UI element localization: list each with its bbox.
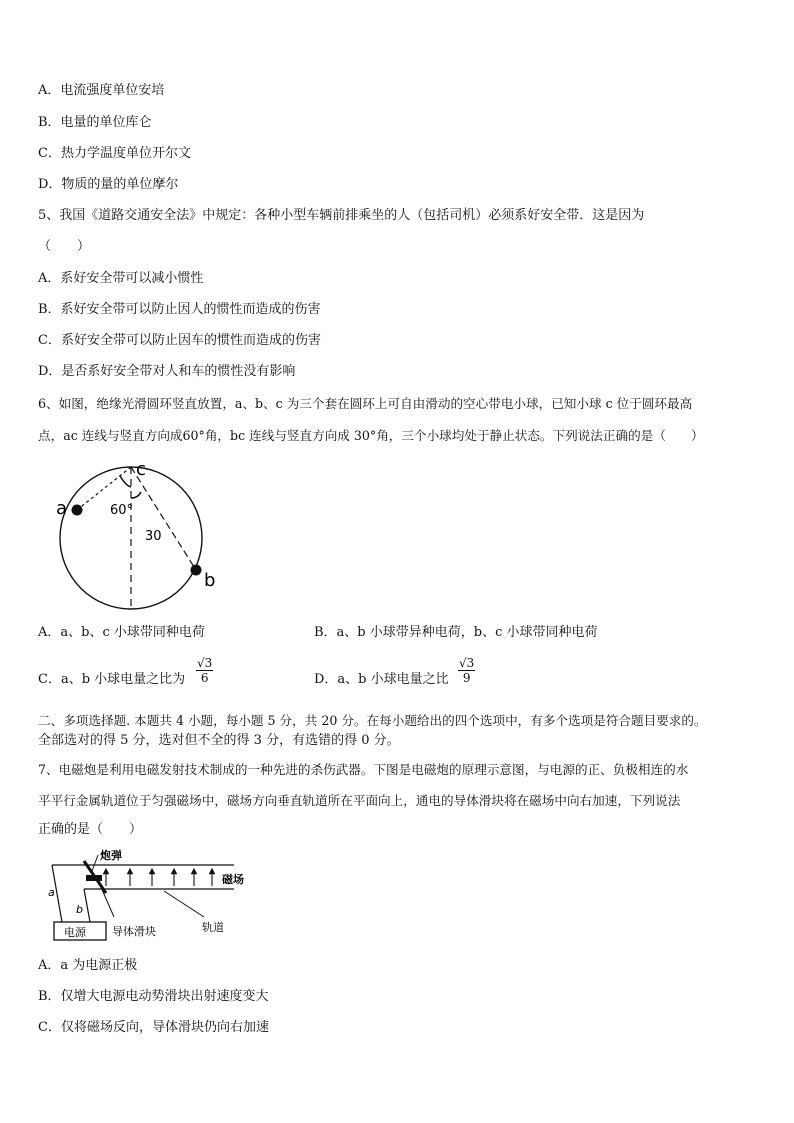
label-angle-30: 30 — [145, 529, 162, 544]
label-b: b — [204, 570, 216, 591]
q5-option-c: C．系好安全带可以防止因车的惯性而造成的伤害 — [38, 333, 321, 348]
q4-option-c: C．热力学温度单位开尔文 — [38, 146, 191, 161]
fraction-numerator: √3 — [197, 656, 213, 670]
label-power-source: 电源 — [64, 926, 86, 939]
section2-instructions-line1: 二、多项选择题. 本题共 4 小题，每小题 5 分，共 20 分。在每小题给出的四个选项中，有多个选项是符合题目要求的。 — [38, 713, 707, 728]
ball-b — [191, 565, 202, 576]
q6-stem-line2: 点，ac 连线与竖直方向成60°角，bc 连线与竖直方向成 30°角，三个小球均处于静止状态。下列说法正确的是（ ） — [38, 428, 704, 443]
q6-option-c-fraction — [196, 656, 213, 685]
label-track: 轨道 — [202, 921, 224, 934]
label-a: a — [48, 886, 55, 899]
angle-30-arc — [131, 492, 141, 498]
q4-option-d: D．物质的量的单位摩尔 — [38, 177, 179, 192]
q7-stem-line3: 正确的是（ ） — [38, 822, 143, 837]
track-pointer — [164, 891, 204, 917]
q7-option-b: B．仅增大电源电动势滑块出射速度变大 — [38, 989, 269, 1004]
q7-option-a: A．a 为电源正极 — [38, 958, 138, 973]
angle-60-arc — [120, 476, 131, 487]
bc-connecting-line — [131, 467, 196, 570]
q7-option-c: C．仅将磁场反向，导体滑块仍向右加速 — [38, 1020, 269, 1035]
q6-option-d-fraction — [458, 656, 475, 685]
label-shell: 炮弹 — [100, 849, 122, 862]
q4-option-a: A．电流强度单位安培 — [38, 83, 165, 98]
label-angle-60: 60° — [110, 503, 134, 518]
q6-stem-line1: 6、如图，绝缘光滑圆环竖直放置，a、b、c 为三个套在圆环上可自由滑动的空心带电小球，已知小球 c 位于圆环最高 — [38, 396, 693, 411]
q4-option-b: B．电量的单位库仑 — [38, 115, 152, 130]
q5-option-b: B．系好安全带可以防止因人的惯性而造成的伤害 — [38, 302, 321, 317]
q6-option-d: D．a、b 小球电量之比 — [314, 672, 449, 687]
projectile — [86, 875, 102, 881]
q5-stem: 5、我国《道路交通安全法》中规定：各种小型车辆前排乘坐的人（包括司机）必须系好安全带．这是因为 — [38, 208, 645, 223]
slider-pointer — [100, 885, 114, 917]
section2-instructions-line2: 全部选对的得 5 分，选对但不全的得 3 分，有选错的得 0 分。 — [38, 733, 400, 748]
q6-option-a: A．a、b、c 小球带同种电荷 — [38, 625, 205, 640]
q5-blank: （ ） — [38, 239, 91, 254]
q6-option-b: B．a、b 小球带异种电荷，b、c 小球带同种电荷 — [314, 625, 598, 640]
q5-option-d: D．是否系好安全带对人和车的惯性没有影响 — [38, 364, 296, 379]
q6-ring-figure — [50, 458, 230, 610]
label-a: a — [56, 498, 68, 519]
q7-stem-line2: 平平行金属轨道位于匀强磁场中，磁场方向垂直轨道所在平面向上，通电的导体滑块将在磁场中向右加速，下列说法 — [38, 793, 681, 808]
shell-pointer — [92, 855, 98, 871]
q5-option-a: A．系好安全带可以减小惯性 — [38, 271, 204, 286]
label-c: c — [136, 459, 146, 480]
fraction-denominator: 6 — [200, 671, 209, 685]
q7-railgun-figure — [44, 847, 250, 945]
fraction-denominator: 9 — [462, 671, 471, 685]
label-slider: 导体滑块 — [112, 925, 156, 938]
q6-option-c: C．a、b 小球电量之比为 — [38, 672, 186, 687]
ball-a — [72, 505, 83, 516]
wire-b — [84, 889, 90, 922]
q7-stem-line1: 7、电磁炮是利用电磁发射技术制成的一种先进的杀伤武器。下图是电磁炮的原理示意图，与电源的正、负极相连的水 — [38, 762, 689, 777]
label-b: b — [76, 903, 83, 916]
fraction-numerator: √3 — [459, 656, 475, 670]
label-field: 磁场 — [222, 873, 244, 886]
